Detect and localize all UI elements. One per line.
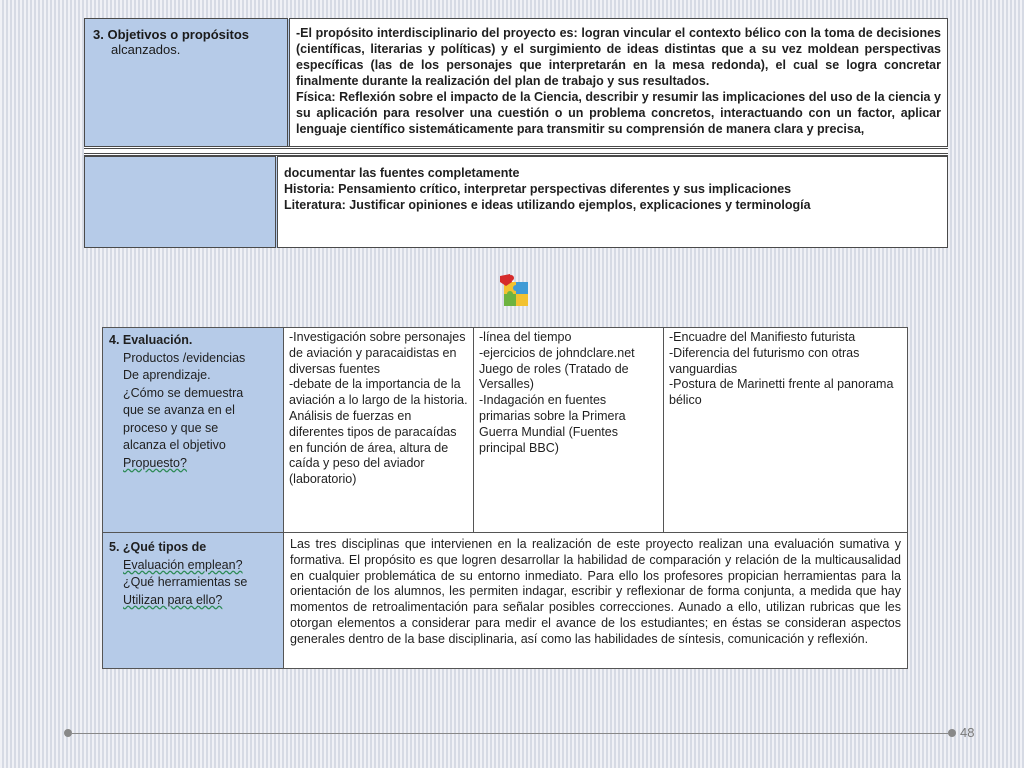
section3-continuation-line: documentar las fuentes completamente <box>284 166 520 180</box>
section3-subtitle: alcanzados. <box>111 42 181 57</box>
section3-continuation-text-cell <box>277 157 948 248</box>
section5-row <box>103 533 908 669</box>
section4-label-line: proceso y que se <box>123 420 219 435</box>
section3-table <box>84 18 948 148</box>
footer-dot-right <box>948 729 956 737</box>
footer-dot-left <box>64 729 72 737</box>
section4-row <box>103 328 908 533</box>
section4-label-line: Productos /evidencias <box>123 350 246 365</box>
section5-body: Las tres disciplinas que intervienen en la realización de este proyecto realizan una evaluación sumativa y formativa. El propósito es que logren desarrollar la habilidad de comparación y relación de la multicausalidad en cualquier problemática de su entorno inmediato. Para ello los profesores propician herramientas para la orientación de los alumnos, les permiten indagar, escribir y reflexionar de forma conjunta, a medida que hay momentos de retroalimentación para señalar posibles correcciones. Aunado a ello, utilizan rubricas que les otorgan elementos a considerar para medir el avance de los estudiantes; en éstas se consideran aspectos generales dentro de la base disciplinaria, así como las habilidades de síntesis, comunicación y reflexión. <box>284 533 908 669</box>
section5-label-line: Utilizan para ello? <box>123 592 223 607</box>
section4-label-line: que se avanza en el <box>123 403 235 417</box>
section4-label-line: De aprendizaje. <box>123 368 211 382</box>
section4-label-line: Propuesto? <box>123 455 187 470</box>
section4-literature-evidence: -Encuadre del Manifiesto futurista -Diferencia del futurismo con otras vanguardias -Postura de Marinetti frente al panorama bélico <box>664 328 908 533</box>
section5-label-cell <box>103 533 284 669</box>
section3-paragraph-purpose: -El propósito interdisciplinario del proyecto es: logran vincular el contexto bélico con la toma de decisiones (científicas, literarias y políticas) y el surgimiento de ideas distintas que a su vez moldean perspectivas específicas (las de los personajes que interpretarán en la mesa redonda), el cual se logra concretar finalmente durante la realización del plan de trabajo y sus resultados. <box>296 26 941 88</box>
section5-label-line: ¿Qué herramientas se <box>123 575 248 589</box>
section3-label-cell <box>85 19 289 148</box>
section4-physics-evidence: -Investigación sobre personajes de aviación y paracaidistas en diversas fuentes -debate de la importancia de la aviación a lo largo de la historia. Análisis de fuerzas en diferentes tipos de paracaídas en función de área, altura de caída y peso del aviador (laboratorio) <box>284 328 474 533</box>
section4-label-line: ¿Cómo se demuestra <box>123 385 244 400</box>
section4-title: 4. Evaluación. <box>109 333 193 347</box>
section5-title: 5. ¿Qué tipos de <box>109 540 207 554</box>
section3-literature-line: Literatura: Justificar opiniones e ideas utilizando ejemplos, explicaciones y terminología <box>284 198 811 212</box>
section3-continuation-label-cell <box>85 157 277 248</box>
section3-continuation-table <box>84 156 948 248</box>
section5-label-line: Evaluación emplean? <box>123 557 243 572</box>
section3-history-line: Historia: Pensamiento crítico, interpretar perspectivas diferentes y sus implicaciones <box>284 182 792 196</box>
section3-separator <box>84 146 948 156</box>
evaluation-table <box>102 327 908 669</box>
puzzle-icon <box>498 272 532 310</box>
section3-paragraph-physics: Física: Reflexión sobre el impacto de la Ciencia, describir y resumir las implicaciones del uso de la ciencia y su aplicación para resolver una cuestión o un problema concretos, interactuando con un factor, aplicar lenguaje científico sistemáticamente para transmitir su comprensión de manera clara y precisa, <box>296 90 941 136</box>
section4-label-cell <box>103 328 284 533</box>
section3-text-cell <box>289 19 948 148</box>
page-number: 48 <box>960 725 975 740</box>
section4-label-line: alcanza el objetivo <box>123 438 226 452</box>
section3-title: 3. Objetivos o propósitos <box>93 27 250 42</box>
section4-history-evidence: -línea del tiempo -ejercicios de johndclare.net Juego de roles (Tratado de Versalles) -Indagación en fuentes primarias sobre la Primera Guerra Mundial (Fuentes principal BBC) <box>474 328 664 533</box>
footer-line <box>72 733 948 734</box>
